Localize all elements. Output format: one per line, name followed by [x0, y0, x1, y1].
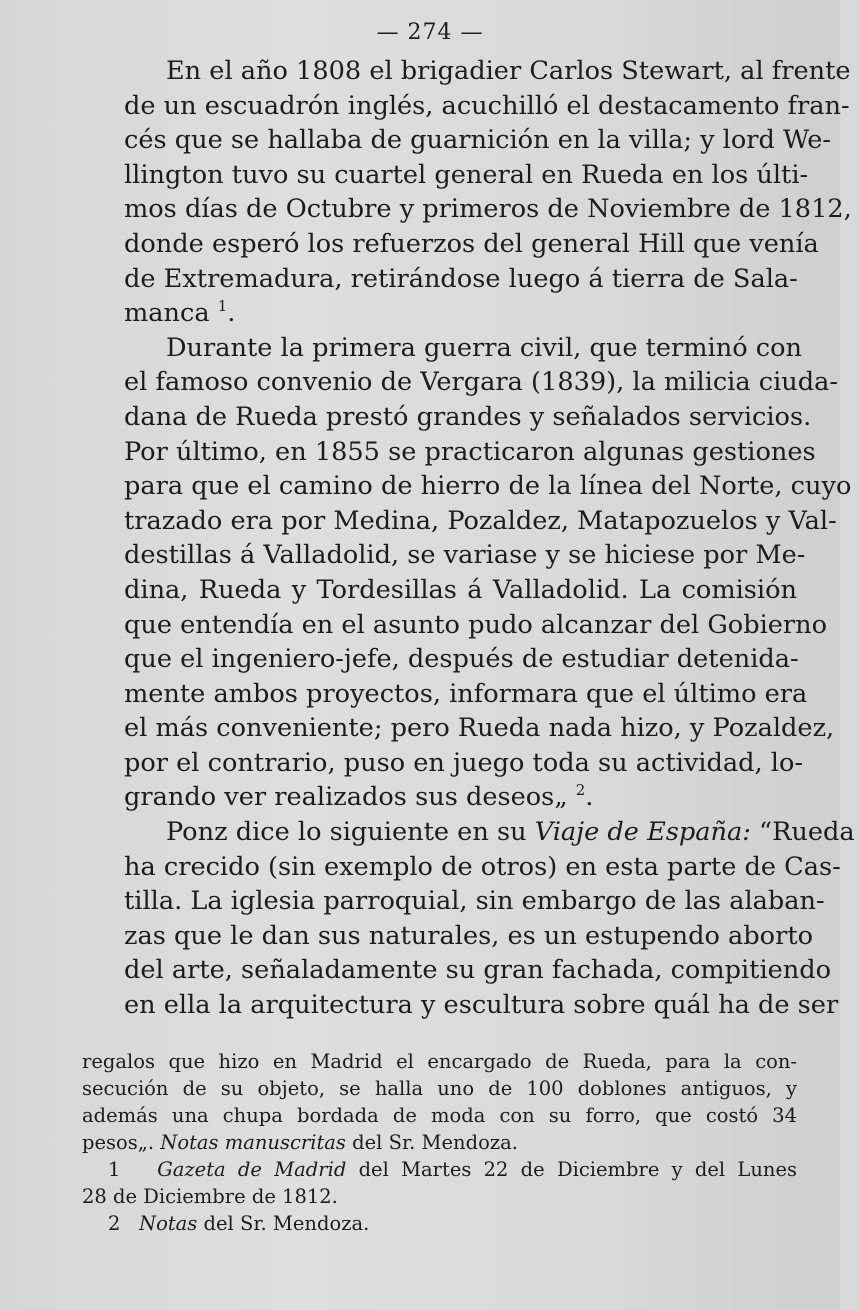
text-line: En el año 1808 el brigadier Carlos Stewart, al frente — [166, 56, 851, 86]
page-number: — 274 — — [376, 20, 484, 45]
text-segment: del Sr. Mendoza. — [345, 1131, 518, 1154]
footnote-line: además una chupa bordada de moda con su forro, que costó 34 — [82, 1104, 797, 1127]
source-title: Notas manuscritas — [160, 1131, 346, 1154]
text-line: del arte, señaladamente su gran fachada, compitiendo — [124, 955, 832, 986]
text-line: donde esperó los refuerzos del general Hill que venía — [124, 228, 819, 259]
text-segment: Ponz dice lo siguiente en su — [166, 817, 535, 848]
footnote-2 — [82, 1210, 797, 1237]
book-title: Viaje de España: — [534, 817, 751, 848]
text-segment: “Rueda — [750, 817, 855, 848]
footnote-line: regalos que hizo en Madrid el encargado de Rueda, para la con- — [82, 1050, 797, 1073]
source-title: Notas — [139, 1212, 198, 1235]
footnote-line: 28 de Diciembre de 1812. — [82, 1185, 338, 1208]
text-line: por el contrario, puso en juego toda su actividad, lo- — [124, 747, 804, 778]
text-line: trazado era por Medina, Pozaldez, Matapozuelos y Val- — [124, 505, 837, 536]
text-line: ha crecido (sin exemplo de otros) en esta parte de Cas- — [124, 851, 841, 882]
text-line: de Extremadura, retirándose luego á tierra de Sala- — [124, 263, 798, 294]
paragraph-1 — [82, 54, 852, 331]
text-segment: del Martes 22 de Diciembre y del Lunes — [346, 1158, 797, 1181]
text-segment: grando ver realizados sus deseos„ — [124, 782, 568, 813]
text-line: mos días de Octubre y primeros de Noviembre de 1812, — [124, 194, 852, 225]
text-line: cés que se hallaba de guarnición en la villa; y lord We- — [124, 125, 832, 156]
text-line — [82, 815, 855, 850]
text-segment: . — [227, 298, 236, 329]
text-segment: manca — [124, 298, 210, 329]
footnotes — [82, 1048, 797, 1237]
text-line: para que el camino de hierro de la línea del Norte, cuyo — [124, 471, 852, 502]
footnote-line — [82, 1129, 797, 1156]
text-line: en ella la arquitectura y escultura sobre quál ha de ser — [124, 990, 839, 1021]
text-segment: pesos„. — [82, 1131, 161, 1154]
footnote-number: 2 — [108, 1212, 121, 1235]
text-line: Durante la primera guerra civil, que terminó con — [166, 332, 802, 363]
text-line: tilla. La iglesia parroquial, sin embargo de las alaban- — [124, 886, 825, 917]
text-line — [82, 296, 797, 331]
paragraph-2 — [82, 331, 852, 815]
text-line: el más conveniente; pero Rueda nada hizo, y Pozaldez, — [124, 713, 835, 744]
footnote-marker: 1 — [217, 297, 228, 316]
text-line: dana de Rueda prestó grandes y señalados servicios. — [124, 401, 812, 432]
text-segment: . — [585, 782, 594, 813]
text-line: de un escuadrón inglés, acuchilló el destacamento fran- — [124, 90, 850, 121]
footnote-marker: 2 — [575, 781, 586, 800]
footnote-1 — [82, 1156, 797, 1183]
text-line — [82, 780, 797, 815]
text-line: que el ingeniero-jefe, después de estudiar detenida- — [124, 644, 799, 675]
text-segment: del Sr. Mendoza. — [197, 1212, 370, 1235]
text-line: zas que le dan sus naturales, es un estupendo aborto — [124, 920, 814, 951]
paragraph-3 — [82, 815, 855, 1023]
text-line: destillas á Valladolid, se variase y se hiciese por Me- — [124, 540, 806, 571]
footnote-number: 1 — [108, 1158, 121, 1181]
text-line: Por último, en 1855 se practicaron algunas gestiones — [124, 436, 816, 467]
footnote-line: secución de su objeto, se halla uno de 100 doblones antiguos, y — [82, 1077, 797, 1100]
text-line: mente ambos proyectos, informara que el último era — [124, 678, 808, 709]
text-line: el famoso convenio de Vergara (1839), la milicia ciuda- — [124, 367, 839, 398]
text-line: llington tuvo su cuartel general en Rueda en los últi- — [124, 159, 809, 190]
text-line: que entendía en el asunto pudo alcanzar del Gobierno — [124, 609, 828, 640]
source-title: Gazeta de Madrid — [157, 1158, 347, 1181]
main-text — [82, 54, 855, 1023]
text-line: dina, Rueda y Tordesillas á Valladolid. La comisión — [124, 574, 797, 605]
